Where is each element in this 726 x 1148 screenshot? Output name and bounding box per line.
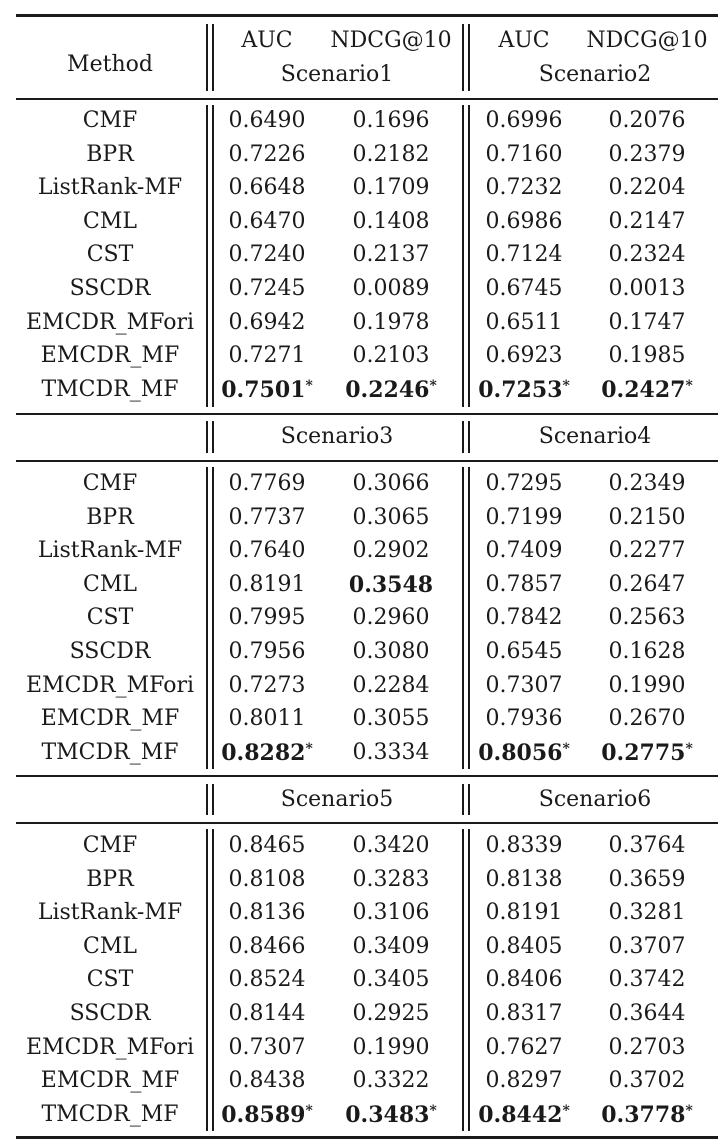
value-text: 0.3483: [345, 1101, 430, 1128]
value-text: 0.8406: [485, 967, 563, 993]
value-cell: [486, 275, 563, 303]
value-cell: [353, 537, 430, 565]
value-cell: [486, 966, 563, 994]
column-separator: [212, 24, 214, 91]
value-text: 0.2349: [608, 471, 686, 496]
value-text: 0.2246: [345, 376, 430, 403]
value-text: 0.2284: [352, 672, 430, 698]
value-cell: [353, 1034, 430, 1062]
value-cell: [478, 1101, 570, 1129]
value-text: 0.1990: [608, 672, 686, 698]
significance-star: *: [562, 1102, 570, 1119]
value-cell: [609, 107, 686, 135]
value-cell: [353, 141, 430, 169]
value-cell: [486, 537, 563, 565]
method-name: ListRank-MF: [37, 900, 183, 926]
column-separator: [206, 467, 208, 769]
method-name: BPR: [86, 141, 134, 167]
significance-star: *: [429, 377, 437, 394]
value-cell: [229, 832, 306, 860]
value-text: 0.6923: [485, 343, 563, 369]
method-name: CST: [86, 605, 134, 631]
value-cell: [486, 208, 563, 236]
column-separator: [206, 784, 208, 815]
method-name: EMCDR_MF: [40, 343, 180, 369]
column-separator: [462, 784, 464, 815]
value-cell: [353, 208, 430, 236]
value-text: 0.3080: [352, 639, 430, 664]
scenario-label: Scenario4: [538, 424, 652, 449]
value-text: 0.7253: [478, 376, 563, 403]
value-cell: [229, 866, 306, 894]
value-text: 0.2076: [608, 108, 686, 133]
value-text: 0.8136: [228, 900, 306, 926]
value-cell: [229, 571, 306, 599]
section-divider-rule: [16, 413, 718, 415]
value-text: 0.3065: [352, 504, 430, 530]
value-text: 0.7124: [485, 242, 563, 268]
metric-header: AUC: [498, 28, 550, 53]
value-text: 0.3066: [352, 471, 430, 496]
value-text: 0.8589: [221, 1101, 306, 1128]
value-cell: [486, 241, 563, 269]
value-cell: [229, 604, 306, 632]
value-cell: [609, 832, 686, 860]
value-text: 0.2563: [608, 605, 686, 631]
value-cell: [229, 107, 306, 135]
method-name: EMCDR_MF: [40, 1068, 180, 1094]
value-cell: [353, 672, 430, 700]
value-text: 0.7245: [228, 276, 306, 301]
value-cell: [486, 933, 563, 961]
method-name: ListRank-MF: [37, 175, 183, 201]
value-text: 0.8191: [485, 900, 563, 926]
value-text: 0.3778: [601, 1101, 686, 1128]
value-text: 0.8524: [228, 967, 306, 993]
value-cell: [609, 174, 686, 202]
value-text: 0.7307: [485, 672, 563, 698]
value-text: 0.3764: [608, 833, 686, 858]
column-separator: [212, 784, 214, 815]
column-separator: [468, 105, 470, 407]
value-cell: [353, 933, 430, 961]
column-separator: [206, 829, 208, 1131]
significance-star: *: [305, 740, 313, 757]
scenario-label: Scenario6: [538, 787, 652, 812]
value-text: 0.7160: [485, 141, 563, 167]
value-cell: [353, 866, 430, 894]
value-cell: [609, 208, 686, 236]
header-rule: [16, 460, 718, 462]
value-cell: [486, 672, 563, 700]
value-text: 0.2379: [608, 141, 686, 167]
value-text: 0.7232: [485, 175, 563, 201]
value-cell: [609, 933, 686, 961]
value-cell: [229, 241, 306, 269]
column-separator: [212, 105, 214, 407]
column-separator: [206, 105, 208, 407]
value-text: 0.8465: [228, 833, 306, 858]
significance-star: *: [562, 377, 570, 394]
column-separator: [468, 829, 470, 1131]
method-name: SSCDR: [69, 276, 151, 301]
value-text: 0.3283: [352, 866, 430, 892]
value-cell: [353, 241, 430, 269]
value-text: 0.2277: [608, 538, 686, 564]
value-text: 0.3106: [352, 900, 430, 926]
value-text: 0.7295: [485, 471, 563, 496]
method-name: SSCDR: [69, 1001, 151, 1026]
value-cell: [486, 342, 563, 370]
value-cell: [609, 241, 686, 269]
value-cell: [229, 638, 306, 666]
value-text: 0.3420: [352, 833, 430, 858]
value-text: 0.8108: [228, 866, 306, 892]
value-text: 0.6490: [228, 108, 306, 133]
value-cell: [601, 1101, 693, 1129]
value-cell: [229, 672, 306, 700]
value-cell: [353, 107, 430, 135]
value-text: 0.8138: [485, 866, 563, 892]
method-name: CMF: [82, 471, 138, 496]
method-name: CMF: [82, 108, 138, 133]
value-text: 0.2647: [608, 571, 686, 597]
metric-header: NDCG@10: [330, 28, 452, 53]
value-cell: [609, 309, 686, 337]
value-cell: [486, 1034, 563, 1062]
value-text: 0.1747: [608, 309, 686, 335]
value-cell: [609, 537, 686, 565]
value-cell: [353, 638, 430, 666]
value-text: 0.2204: [608, 175, 686, 201]
column-separator: [468, 467, 470, 769]
value-cell: [609, 604, 686, 632]
value-cell: [609, 470, 686, 498]
value-text: 0.2703: [608, 1034, 686, 1060]
value-text: 0.8144: [228, 1001, 306, 1026]
value-text: 0.7737: [228, 504, 306, 530]
top-rule: [16, 14, 718, 17]
value-cell: [229, 1000, 306, 1028]
value-cell: [229, 1067, 306, 1095]
value-cell: [353, 1067, 430, 1095]
value-cell: [229, 966, 306, 994]
value-text: 0.7627: [485, 1034, 563, 1060]
value-cell: [221, 739, 313, 767]
method-name: EMCDR_MF: [40, 706, 180, 732]
value-cell: [229, 342, 306, 370]
column-separator: [468, 24, 470, 91]
value-cell: [609, 504, 686, 532]
value-text: 0.2427: [601, 376, 686, 403]
value-cell: [229, 275, 306, 303]
value-text: 0.1408: [352, 208, 430, 234]
value-text: 0.2925: [352, 1001, 430, 1026]
value-cell: [486, 141, 563, 169]
value-cell: [486, 1000, 563, 1028]
method-name: EMCDR_MFori: [25, 672, 195, 698]
value-text: 0.3702: [608, 1068, 686, 1094]
value-cell: [478, 376, 570, 404]
significance-star: *: [305, 1102, 313, 1119]
value-text: 0.6942: [228, 309, 306, 335]
value-cell: [229, 899, 306, 927]
value-text: 0.7769: [228, 471, 306, 496]
value-cell: [486, 504, 563, 532]
value-text: 0.6648: [228, 175, 306, 201]
value-cell: [353, 275, 430, 303]
value-text: 0.8317: [485, 1001, 563, 1026]
value-cell: [609, 966, 686, 994]
value-cell: [229, 174, 306, 202]
method-header: Method: [67, 52, 153, 77]
header-rule: [16, 98, 718, 100]
value-text: 0.2775: [601, 739, 686, 766]
value-text: 0.8466: [228, 933, 306, 959]
value-text: 0.3409: [352, 933, 430, 959]
value-text: 0.7936: [485, 706, 563, 732]
value-text: 0.8405: [485, 933, 563, 959]
value-text: 0.1709: [352, 175, 430, 201]
value-cell: [609, 672, 686, 700]
value-text: 0.6996: [485, 108, 563, 133]
method-name: EMCDR_MFori: [25, 309, 195, 335]
method-name: EMCDR_MFori: [25, 1034, 195, 1060]
header-rule: [16, 822, 718, 824]
value-cell: [221, 1101, 313, 1129]
value-cell: [353, 342, 430, 370]
value-text: 0.3405: [352, 967, 430, 993]
value-cell: [353, 174, 430, 202]
value-cell: [345, 1101, 437, 1129]
column-separator: [462, 24, 464, 91]
value-text: 0.2150: [608, 504, 686, 530]
column-separator: [462, 421, 464, 453]
value-text: 0.7640: [228, 538, 306, 564]
method-name: CML: [83, 933, 137, 959]
value-text: 0.3548: [348, 571, 434, 598]
value-cell: [609, 342, 686, 370]
value-text: 0.3055: [352, 706, 430, 732]
value-text: 0.6511: [485, 309, 563, 335]
value-cell: [609, 866, 686, 894]
value-cell: [353, 966, 430, 994]
value-text: 0.6986: [485, 208, 563, 234]
column-separator: [468, 784, 470, 815]
value-text: 0.7842: [485, 605, 563, 631]
value-text: 0.7307: [228, 1034, 306, 1060]
value-text: 0.1985: [608, 343, 686, 369]
value-cell: [609, 1034, 686, 1062]
value-cell: [229, 1034, 306, 1062]
value-text: 0.1628: [608, 639, 686, 664]
value-text: 0.3281: [608, 900, 686, 926]
method-name: CST: [86, 967, 134, 993]
significance-star: *: [685, 740, 693, 757]
value-text: 0.3644: [608, 1001, 686, 1026]
value-cell: [486, 705, 563, 733]
value-cell: [353, 470, 430, 498]
value-cell: [229, 504, 306, 532]
value-cell: [353, 309, 430, 337]
value-text: 0.7240: [228, 242, 306, 268]
value-cell: [486, 899, 563, 927]
significance-star: *: [685, 1102, 693, 1119]
value-cell: [229, 309, 306, 337]
value-text: 0.8442: [478, 1101, 563, 1128]
method-name: CML: [83, 571, 137, 597]
value-cell: [478, 739, 570, 767]
value-cell: [609, 638, 686, 666]
column-separator: [462, 467, 464, 769]
value-text: 0.1696: [352, 108, 430, 133]
value-cell: [221, 376, 313, 404]
value-text: 0.8438: [228, 1068, 306, 1094]
method-name: CST: [86, 242, 134, 268]
value-cell: [353, 504, 430, 532]
value-cell: [353, 1000, 430, 1028]
method-name: TMCDR_MF: [41, 739, 179, 765]
method-name: CMF: [82, 833, 138, 858]
significance-star: *: [562, 740, 570, 757]
value-cell: [229, 537, 306, 565]
bottom-rule: [16, 1136, 718, 1139]
value-text: 0.7271: [228, 343, 306, 369]
value-text: 0.7226: [228, 141, 306, 167]
value-cell: [601, 739, 693, 767]
value-cell: [229, 141, 306, 169]
value-text: 0.2147: [608, 208, 686, 234]
value-cell: [229, 705, 306, 733]
method-name: ListRank-MF: [37, 538, 183, 564]
value-cell: [345, 376, 437, 404]
significance-star: *: [685, 377, 693, 394]
scenario-label: Scenario2: [538, 62, 652, 87]
value-text: 0.7199: [485, 504, 563, 530]
value-text: 0.2670: [608, 706, 686, 732]
value-cell: [486, 309, 563, 337]
value-cell: [486, 107, 563, 135]
value-cell: [609, 705, 686, 733]
column-separator: [206, 421, 208, 453]
value-text: 0.8297: [485, 1068, 563, 1094]
value-text: 0.3322: [352, 1068, 430, 1094]
value-cell: [353, 604, 430, 632]
value-text: 0.7409: [485, 538, 563, 564]
value-text: 0.8011: [228, 706, 306, 732]
column-separator: [462, 829, 464, 1131]
value-cell: [486, 866, 563, 894]
value-cell: [229, 470, 306, 498]
method-name: BPR: [86, 866, 134, 892]
value-text: 0.3334: [352, 739, 430, 765]
column-separator: [468, 421, 470, 453]
value-cell: [486, 174, 563, 202]
value-cell: [486, 1067, 563, 1095]
metric-header: AUC: [241, 28, 293, 53]
value-cell: [349, 571, 433, 599]
value-cell: [486, 604, 563, 632]
significance-star: *: [429, 1102, 437, 1119]
value-text: 0.7995: [228, 605, 306, 631]
value-text: 0.3742: [608, 967, 686, 993]
value-text: 0.2103: [352, 343, 430, 369]
value-text: 0.0013: [608, 276, 686, 301]
value-text: 0.8056: [478, 739, 563, 766]
value-text: 0.2182: [352, 141, 430, 167]
value-text: 0.7501: [221, 376, 306, 403]
value-text: 0.8339: [485, 833, 563, 858]
value-text: 0.7273: [228, 672, 306, 698]
value-text: 0.6745: [485, 276, 563, 301]
value-text: 0.1990: [352, 1034, 430, 1060]
method-name: CML: [83, 208, 137, 234]
value-cell: [353, 899, 430, 927]
value-cell: [601, 376, 693, 404]
value-text: 0.8191: [228, 571, 306, 597]
value-cell: [486, 571, 563, 599]
value-cell: [229, 933, 306, 961]
column-separator: [212, 467, 214, 769]
value-text: 0.2324: [608, 242, 686, 268]
metric-header: NDCG@10: [586, 28, 708, 53]
value-text: 0.3707: [608, 933, 686, 959]
value-text: 0.7857: [485, 571, 563, 597]
value-text: 0.0089: [352, 276, 430, 301]
value-cell: [486, 470, 563, 498]
column-separator: [206, 24, 208, 91]
column-separator: [212, 421, 214, 453]
value-cell: [609, 899, 686, 927]
section-divider-rule: [16, 775, 718, 777]
significance-star: *: [305, 377, 313, 394]
method-name: TMCDR_MF: [41, 1101, 179, 1127]
value-cell: [353, 739, 430, 767]
method-name: SSCDR: [69, 639, 151, 664]
value-text: 0.2960: [352, 605, 430, 631]
value-cell: [609, 571, 686, 599]
value-cell: [609, 1067, 686, 1095]
value-text: 0.2902: [352, 538, 430, 564]
value-cell: [609, 275, 686, 303]
scenario-label: Scenario5: [280, 787, 394, 812]
value-cell: [609, 1000, 686, 1028]
value-cell: [353, 832, 430, 860]
method-name: TMCDR_MF: [41, 376, 179, 402]
value-text: 0.6545: [485, 639, 563, 664]
value-text: 0.8282: [221, 739, 306, 766]
value-text: 0.2137: [352, 242, 430, 268]
value-text: 0.6470: [228, 208, 306, 234]
scenario-label: Scenario3: [280, 424, 394, 449]
method-name: BPR: [86, 504, 134, 530]
value-cell: [486, 832, 563, 860]
value-text: 0.3659: [608, 866, 686, 892]
value-text: 0.1978: [352, 309, 430, 335]
value-cell: [486, 638, 563, 666]
column-separator: [462, 105, 464, 407]
value-cell: [609, 141, 686, 169]
scenario-label: Scenario1: [280, 62, 394, 87]
value-cell: [353, 705, 430, 733]
value-text: 0.7956: [228, 639, 306, 664]
value-cell: [229, 208, 306, 236]
column-separator: [212, 829, 214, 1131]
